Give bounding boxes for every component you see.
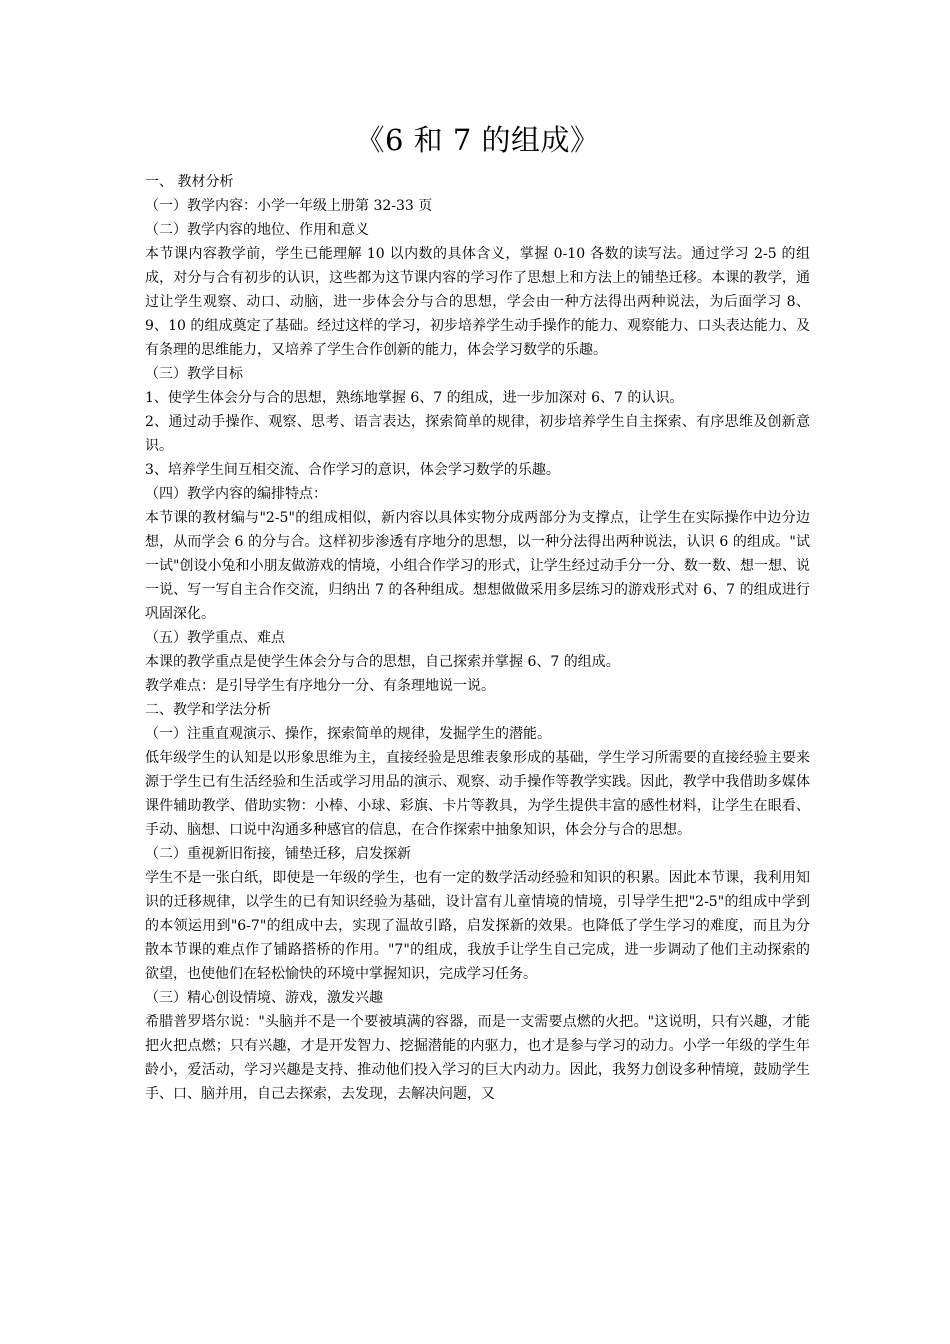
subsection-heading: （二）重视新旧衔接，铺垫迁移，启发探新 — [145, 846, 411, 862]
subsection-heading: （三）教学目标 — [145, 366, 243, 382]
list-item: 2、通过动手操作、观察、思考、语言表达，探索简单的规律，初步培养学生自主探索、有序思维及创新意识。 — [145, 414, 810, 454]
subsection-heading: （五）教学重点、难点 — [145, 630, 285, 646]
subsection-teaching-content: （一）教学内容：小学一年级上册第 32-33 页 — [145, 198, 433, 214]
subsection-heading: （三）精心创设情境、游戏，激发兴趣 — [145, 990, 383, 1006]
document-body — [145, 170, 810, 1106]
body-paragraph: 本课的教学重点是使学生体会分与合的思想，自己探索并掌握 6、7 的组成。 — [145, 654, 620, 670]
body-paragraph: 本节课内容教学前，学生已能理解 10 以内数的具体含义，掌握 0-10 各数的读写法。通过学习 2-5 的组成，对分与合有初步的认识，这些都为这节课内容的学习作了思想上和方法上的铺垫迁移。本课的教学，通过让学生观察、动口、动脑，进一步体会分与合的思想，学会由一种方法得出两种说法，为后面学习 8、9、10 的组成奠定了基础。经过这样的学习，初步培养学生动手操作的能力、观察能力、口头表达能力、及有条理的思维能力，又培养了学生合作创新的能力，体会学习数学的乐趣。 — [145, 246, 810, 358]
list-item: 3、培养学生间互相交流、合作学习的意识，体会学习数学的乐趣。 — [145, 462, 560, 478]
subsection-heading: （四）教学内容的编排特点： — [145, 486, 327, 502]
body-paragraph: 教学难点：是引导学生有序地分一分、有条理地说一说。 — [145, 678, 495, 694]
document-page — [145, 120, 810, 1106]
document-title: 《6 和 7 的组成》 — [355, 123, 600, 157]
body-paragraph: 低年级学生的认知是以形象思维为主，直接经验是思维表象形成的基础，学生学习所需要的直接经验主要来源于学生已有生活经验和生活或学习用品的演示、观察、动手操作等教学实践。因此，教学中我借助多媒体课件辅助教学、借助实物：小棒、小球、彩旗、卡片等教具，为学生提供丰富的感性材料，让学生在眼看、手动、脑想、口说中沟通多种感官的信息，在合作探索中抽象知识，体会分与合的思想。 — [145, 750, 810, 838]
subsection-heading: （一）注重直观演示、操作，探索简单的规律，发掘学生的潜能。 — [145, 726, 551, 742]
body-paragraph: 希腊普罗塔尔说："头脑并不是一个要被填满的容器，而是一支需要点燃的火把。"这说明，只有兴趣，才能把火把点燃；只有兴趣，才是开发智力、挖掘潜能的内驱力，也才是参与学习的动力。小学一年级的学生年龄小，爱活动，学习兴趣是支持、推动他们投入学习的巨大内动力。因此，我努力创设多种情境，鼓励学生手、口、脑并用，自己去探索，去发现，去解决问题，又 — [145, 1014, 810, 1102]
body-paragraph: 本节课的教材编与"2-5"的组成相似，新内容以具体实物分成两部分为支撑点，让学生在实际操作中边分边想，从而学会 6 的分与合。这样初步渗透有序地分的思想，以一种分法得出两种说法，认识 6 的组成。"试一试"创设小兔和小朋友做游戏的情境，小组合作学习的形式，让学生经过动手分一分、数一数、想一想、说一说、写一写自主合作交流，归纳出 7 的各种组成。想想做做采用多层练习的游戏形式对 6、7 的组成进行巩固深化。 — [145, 510, 810, 622]
body-paragraph: 学生不是一张白纸，即使是一年级的学生，也有一定的数学活动经验和知识的积累。因此本节课，我利用知识的迁移规律，以学生的已有知识经验为基础，设计富有儿童情境的情境，引导学生把"2-5"的组成中学到的本领运用到"6-7"的组成中去，实现了温故引路，启发探新的效果。也降低了学生学习的难度，而且为分散本节课的难点作了铺路搭桥的作用。"7"的组成，我放手让学生自己完成，进一步调动了他们主动探索的欲望，也使他们在轻松愉快的环境中掌握知识，完成学习任务。 — [145, 870, 810, 982]
subsection-heading: （二）教学内容的地位、作用和意义 — [145, 222, 369, 238]
section-heading-2: 二、教学和学法分析 — [145, 702, 271, 718]
list-item: 1、使学生体会分与合的思想，熟练地掌握 6、7 的组成，进一步加深对 6、7 的认识。 — [145, 390, 684, 406]
section-heading-1: 一、 教材分析 — [145, 174, 234, 190]
